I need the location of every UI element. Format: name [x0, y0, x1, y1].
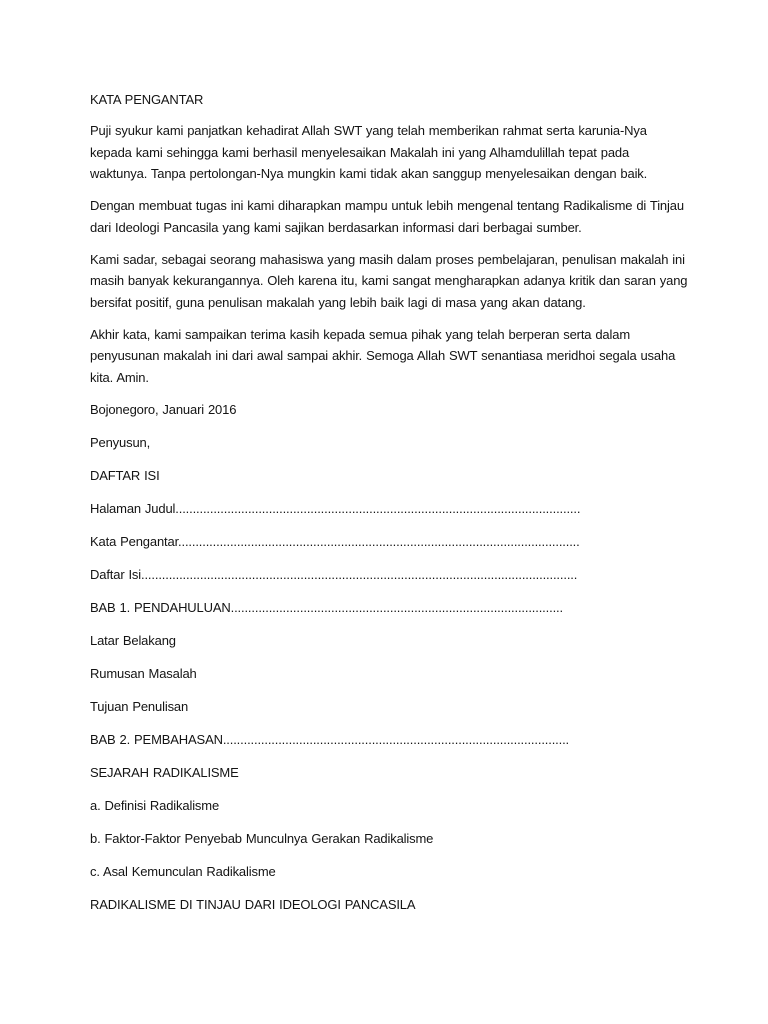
toc-entry-halaman-judul: Halaman Judul.....................................................................................................................	[90, 500, 581, 516]
toc-entry-latar-belakang: Latar Belakang	[90, 632, 176, 648]
toc-entry-bab-1: BAB 1. PENDAHULUAN................................................................................................	[90, 599, 563, 615]
paragraph-line: Kami sadar, sebagai seorang mahasiswa yang masih dalam proses pembelajaran, penulisan makalah ini	[90, 251, 685, 267]
paragraph-line: Puji syukur kami panjatkan kehadirat Allah SWT yang telah memberikan rahmat serta karunia-Nya	[90, 123, 647, 138]
paragraph-purpose	[90, 198, 684, 236]
paragraph-line: bersifat positif, guna penulisan makalah yang lebih baik lagi di masa yang akan datang.	[90, 294, 586, 310]
paragraph-line: waktunya. Tanpa pertolongan-Nya mungkin kami tidak akan sanggup menyelesaikan dengan baik.	[90, 166, 648, 181]
paragraph-line: kepada kami sehingga kami berhasil menyelesaikan Makalah ini yang Alhamdulillah tepat pada	[90, 144, 630, 160]
toc-entry-definisi: a. Definisi Radikalisme	[90, 797, 220, 813]
toc-entry-tujuan-penulisan: Tujuan Penulisan	[90, 698, 189, 714]
toc-entry-faktor: b. Faktor-Faktor Penyebab Munculnya Gerakan Radikalisme	[90, 830, 434, 846]
toc-entry-asal-kemunculan: c. Asal Kemunculan Radikalisme	[90, 863, 276, 879]
toc-entry-kata-pengantar: Kata Pengantar....................................................................................................................	[90, 533, 580, 549]
place-date: Bojonegoro, Januari 2016	[90, 401, 237, 417]
paragraph-shortcomings	[90, 251, 688, 311]
toc-entry-rumusan-masalah: Rumusan Masalah	[90, 665, 197, 681]
toc-entry-sejarah-radikalisme: SEJARAH RADIKALISME	[90, 764, 239, 780]
paragraph-closing	[90, 327, 680, 386]
author-signature-label: Penyusun,	[90, 434, 151, 450]
paragraph-line: dari Ideologi Pancasila yang kami sajikan berdasarkan informasi dari berbagai sumber.	[90, 219, 582, 235]
paragraph-line: Akhir kata, kami sampaikan terima kasih kepada semua pihak yang telah berperan serta dalam	[90, 326, 631, 342]
paragraph-line: Dengan membuat tugas ini kami diharapkan mampu untuk lebih mengenal tentang Radikalisme di Tinjau	[90, 198, 684, 213]
paragraph-line: masih banyak kekurangannya. Oleh karena itu, kami sangat mengharapkan adanya kritik dan saran yang	[90, 273, 688, 288]
paragraph-gratitude	[90, 123, 680, 182]
toc-entry-daftar-isi: Daftar Isi..............................................................................................................................	[90, 566, 578, 582]
document-content	[90, 92, 688, 930]
toc-entry-radikalisme-pancasila: RADIKALISME DI TINJAU DARI IDEOLOGI PANCASILA	[90, 896, 416, 912]
paragraph-line: kita. Amin.	[90, 369, 149, 385]
kata-pengantar-title: KATA PENGANTAR	[90, 92, 204, 107]
paragraph-line: penyusunan makalah ini dari awal sampai akhir. Semoga Allah SWT senantiasa meridhoi segala usaha	[90, 348, 676, 363]
daftar-isi-heading: DAFTAR ISI	[90, 467, 160, 483]
toc-entry-bab-2: BAB 2. PEMBAHASAN....................................................................................................	[90, 731, 570, 747]
